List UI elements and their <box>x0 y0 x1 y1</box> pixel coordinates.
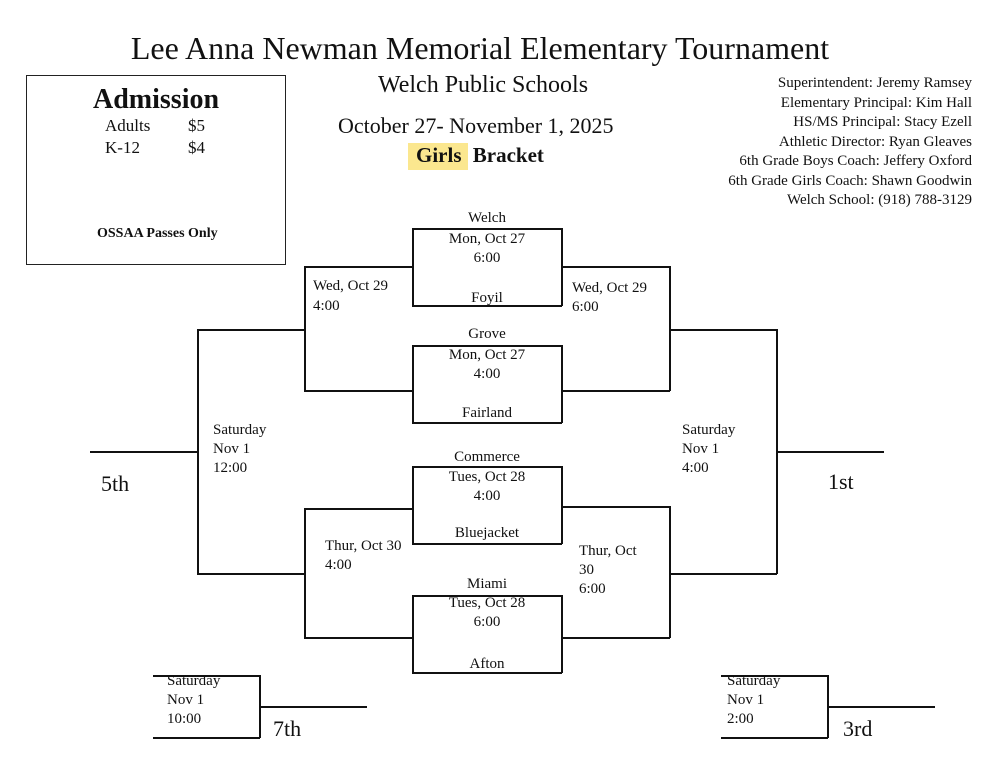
staff-phone: Welch School: (918) 788-3129 <box>786 192 972 208</box>
staff-elementary-principal: Elementary Principal: Kim Hall <box>780 94 972 111</box>
game-time: 6:00 <box>473 614 501 630</box>
bracket-line <box>197 573 305 575</box>
team-top: Miami <box>467 576 507 592</box>
game-time: 4:00 <box>473 366 501 382</box>
game-day: Saturday <box>682 422 736 438</box>
admission-title: Admission <box>93 84 220 115</box>
game-time: 10:00 <box>167 711 202 727</box>
game-day: Saturday <box>213 422 267 438</box>
bracket-line <box>304 508 413 510</box>
game-wed-time-left: 4:00 <box>313 298 340 314</box>
admission-adults-price: $5 <box>188 116 205 135</box>
bracket-line <box>197 329 305 331</box>
bracket-line <box>304 390 413 392</box>
staff-girls-coach: 6th Grade Girls Coach: Shawn Goodwin <box>728 172 972 189</box>
admission-k12-price: $4 <box>188 138 205 157</box>
place-label-3rd: 3rd <box>843 716 873 741</box>
admission-adults-label: Adults <box>105 116 151 135</box>
bracket-line <box>776 451 884 453</box>
staff-hs-ms-principal: HS/MS Principal: Stacy Ezell <box>793 114 972 130</box>
staff-athletic-director: Athletic Director: Ryan Gleaves <box>778 133 972 150</box>
bracket-line <box>669 573 777 575</box>
game-thur-day-left: Thur, Oct 30 <box>325 538 402 554</box>
tournament-dates: October 27- November 1, 2025 <box>338 113 614 138</box>
team-bottom: Afton <box>469 656 505 672</box>
game-day: Mon, Oct 27 <box>448 231 526 247</box>
game-thur-time-left: 4:00 <box>325 557 352 573</box>
team-bottom: Foyil <box>471 290 503 306</box>
team-top: Commerce <box>454 449 520 465</box>
game-thur-day-right-cont: 30 <box>579 562 594 578</box>
game-date: Nov 1 <box>682 441 720 457</box>
game-date: Nov 1 <box>167 692 205 708</box>
bracket-line <box>561 266 670 268</box>
tournament-title: Lee Anna Newman Memorial Elementary Tournament <box>130 30 830 66</box>
bracket-line <box>412 543 562 545</box>
place-label-7th: 7th <box>273 716 302 741</box>
game-thur-day-right: Thur, Oct <box>579 543 637 559</box>
staff-directory <box>728 74 972 211</box>
bracket-line <box>721 737 828 739</box>
admission-k12-label: K-12 <box>105 138 140 157</box>
team-bottom: Bluejacket <box>454 525 520 541</box>
bracket-line <box>669 329 777 331</box>
game-time: 6:00 <box>473 250 501 266</box>
team-top: Grove <box>468 326 506 342</box>
team-top: Welch <box>468 210 506 226</box>
bracket-line <box>153 737 260 739</box>
bracket-line <box>90 451 198 453</box>
place-label-5th: 5th <box>101 471 130 496</box>
bracket-gender-highlight: Girls <box>408 143 468 170</box>
staff-superintendent: Superintendent: Jeremy Ramsey <box>777 75 972 91</box>
bracket-title <box>416 143 544 168</box>
bracket-line <box>827 706 935 708</box>
admission-note: OSSAA Passes Only <box>97 226 218 241</box>
game-time: 4:00 <box>473 488 501 504</box>
staff-boys-coach: 6th Grade Boys Coach: Jeffery Oxford <box>739 153 972 169</box>
game-day: Saturday <box>167 673 221 689</box>
game-wed-time-right: 6:00 <box>572 299 599 315</box>
bracket-line <box>259 706 367 708</box>
game-day: Tues, Oct 28 <box>448 595 526 611</box>
game-date: Nov 1 <box>727 692 765 708</box>
game-wed-day-left: Wed, Oct 29 <box>313 278 389 294</box>
admission-box <box>26 75 286 265</box>
bracket-line <box>304 266 413 268</box>
game-day: Mon, Oct 27 <box>448 347 526 363</box>
game-time: 2:00 <box>727 711 754 727</box>
game-date: Nov 1 <box>213 441 251 457</box>
place-label-1st: 1st <box>828 469 854 494</box>
game-time: 4:00 <box>682 460 709 476</box>
game-day: Tues, Oct 28 <box>448 469 526 485</box>
bracket-line <box>561 637 670 639</box>
game-wed-day-right: Wed, Oct 29 <box>572 280 648 296</box>
bracket-label: Bracket <box>472 143 544 167</box>
bracket-line <box>561 390 670 392</box>
bracket-line <box>561 506 670 508</box>
game-day: Saturday <box>727 673 781 689</box>
bracket-line <box>304 637 413 639</box>
bracket-line <box>669 506 671 638</box>
game-time: 12:00 <box>213 460 248 476</box>
team-bottom: Fairland <box>462 405 512 421</box>
game-thur-time-right: 6:00 <box>579 581 606 597</box>
school-name: Welch Public Schools <box>378 72 589 98</box>
